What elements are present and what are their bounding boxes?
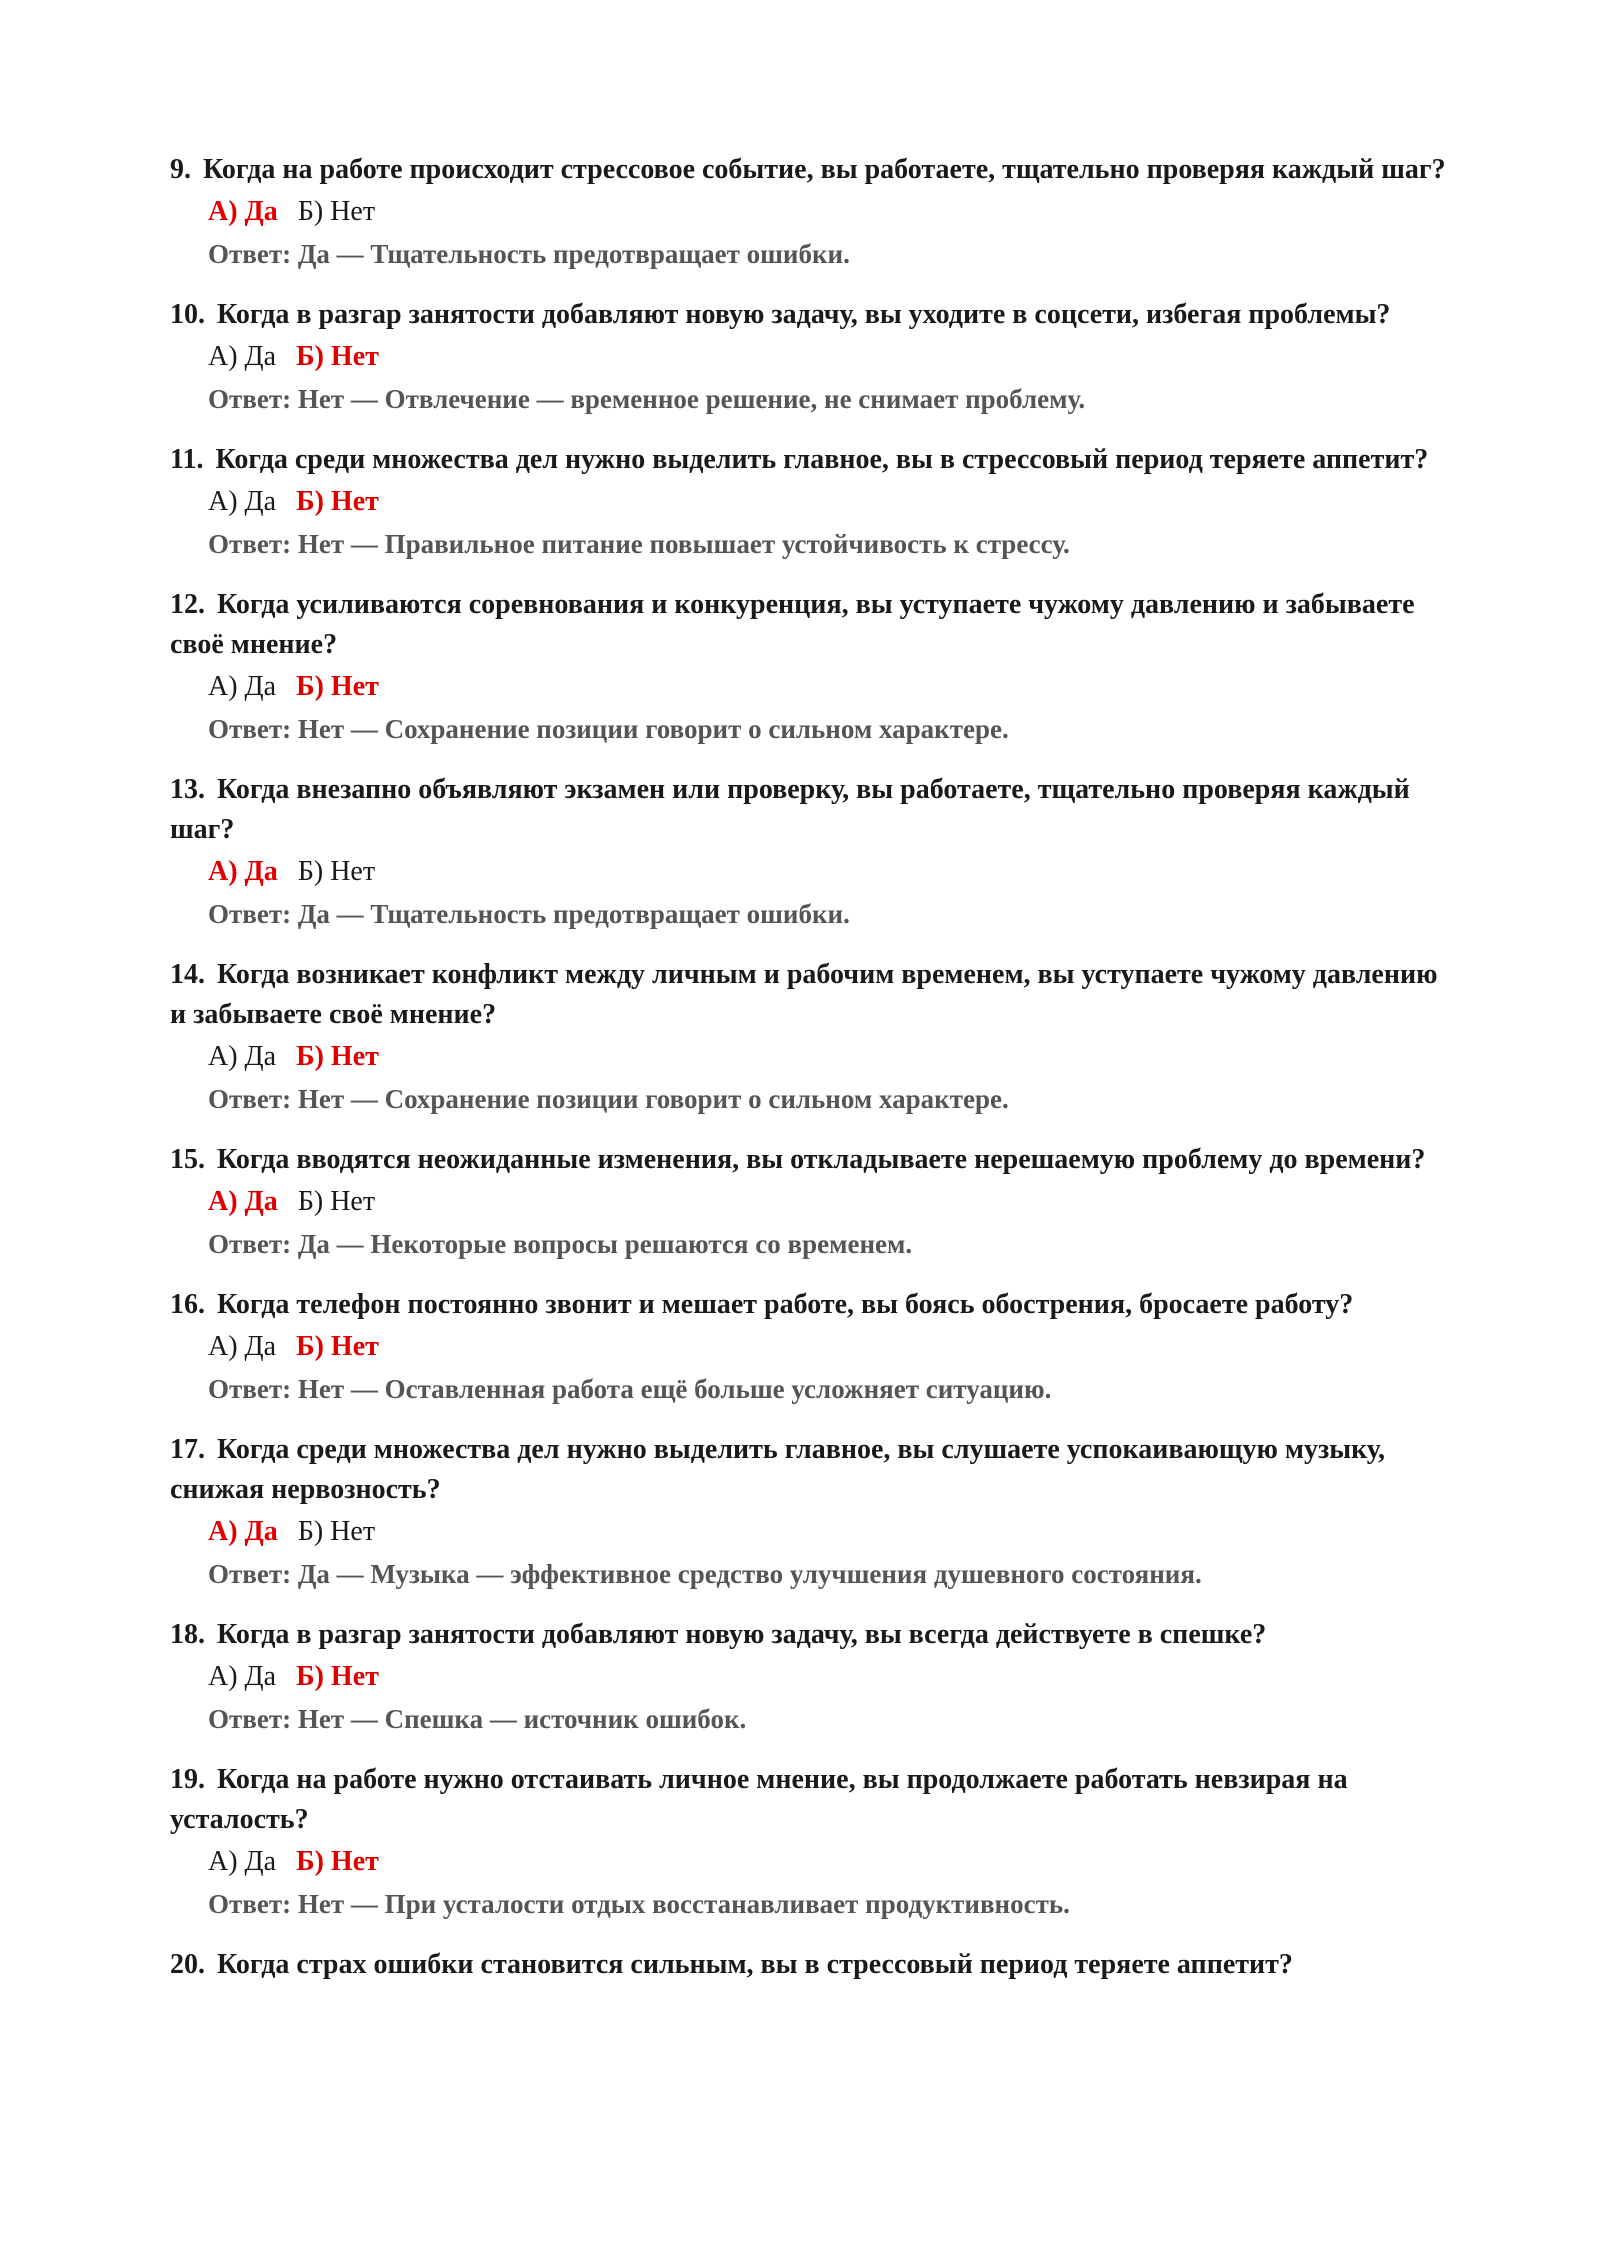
question-item [170,770,1460,934]
question-item [170,585,1460,749]
question-list [170,150,1460,2006]
option-b: Б) Нет [296,1041,379,1072]
question-number: 9. [170,154,191,185]
question-number: 18. [170,1619,205,1650]
question-text [170,1140,1460,1180]
question-item [170,1430,1460,1594]
answer-explanation: Ответ: Да — Тщательность предотвращает ошибки. [208,899,850,929]
question-number: 12. [170,589,205,620]
question-number: 11. [170,444,204,475]
question-item [170,295,1460,419]
option-b: Б) Нет [296,1331,379,1362]
option-a: А) Да [208,486,277,517]
question-text [170,1285,1460,1325]
answer-explanation: Ответ: Нет — Сохранение позиции говорит о сильном характере. [208,714,1009,744]
option-a: А) Да [208,1186,278,1217]
question-body: Когда возникает конфликт между личным и рабочим временем, вы уступаете чужому давлению и забываете своё мнение? [170,959,1438,1030]
answer-options [208,1657,1460,1697]
answer-options [208,1512,1460,1552]
question-body: Когда усиливаются соревнования и конкуренция, вы уступаете чужому давлению и забываете своё мнение? [170,589,1415,660]
option-a: А) Да [208,1331,277,1362]
question-text [170,150,1460,190]
option-b: Б) Нет [297,1516,376,1547]
option-a: А) Да [208,1516,278,1547]
option-a: А) Да [208,196,278,227]
question-body: Когда в разгар занятости добавляют новую задачу, вы всегда действуете в спешке? [217,1619,1267,1650]
answer-options [208,1327,1460,1367]
question-body: Когда телефон постоянно звонит и мешает работе, вы боясь обострения, бросаете работу? [217,1289,1354,1320]
option-b: Б) Нет [296,1661,379,1692]
question-item [170,1140,1460,1264]
question-text [170,770,1460,850]
question-text [170,1945,1460,1985]
option-b: Б) Нет [297,1186,376,1217]
answer-explanation: Ответ: Да — Музыка — эффективное средство улучшения душевного состояния. [208,1559,1202,1589]
question-item [170,955,1460,1119]
question-number: 10. [170,299,205,330]
question-text [170,1760,1460,1840]
question-body: Когда среди множества дел нужно выделить главное, вы слушаете успокаивающую музыку, снижая нервозность? [170,1434,1386,1505]
option-a: А) Да [208,856,278,887]
answer-options [208,337,1460,377]
question-number: 20. [170,1949,205,1980]
question-item [170,1760,1460,1924]
option-b: Б) Нет [296,1846,379,1877]
option-b: Б) Нет [296,671,379,702]
answer-options [208,852,1460,892]
question-body: Когда внезапно объявляют экзамен или проверку, вы работаете, тщательно проверяя каждый шаг? [170,774,1410,845]
answer-options [208,482,1460,522]
question-body: Когда на работе нужно отстаивать личное мнение, вы продолжаете работать невзирая на усталость? [170,1764,1348,1835]
answer-explanation: Ответ: Нет — При усталости отдых восстанавливает продуктивность. [208,1889,1070,1919]
answer-explanation: Ответ: Нет — Спешка — источник ошибок. [208,1704,747,1734]
answer-options [208,1037,1460,1077]
option-a: А) Да [208,1846,277,1877]
question-text [170,585,1460,665]
answer-explanation: Ответ: Нет — Отвлечение — временное решение, не снимает проблему. [208,384,1086,414]
question-number: 14. [170,959,205,990]
option-a: А) Да [208,671,277,702]
question-item [170,150,1460,274]
answer-explanation: Ответ: Нет — Правильное питание повышает устойчивость к стрессу. [208,529,1070,559]
question-body: Когда вводятся неожиданные изменения, вы откладываете нерешаемую проблему до времени? [217,1144,1426,1175]
question-number: 17. [170,1434,205,1465]
question-number: 19. [170,1764,205,1795]
answer-options [208,1842,1460,1882]
answer-options [208,667,1460,707]
question-text [170,955,1460,1035]
question-item [170,440,1460,564]
option-b: Б) Нет [297,856,376,887]
answer-options [208,192,1460,232]
question-text [170,1615,1460,1655]
option-a: А) Да [208,1661,277,1692]
question-body: Когда на работе происходит стрессовое событие, вы работаете, тщательно проверяя каждый шаг? [203,154,1446,185]
answer-explanation: Ответ: Нет — Оставленная работа ещё больше усложняет ситуацию. [208,1374,1052,1404]
question-item [170,1615,1460,1739]
question-number: 15. [170,1144,205,1175]
question-item [170,1285,1460,1409]
option-a: А) Да [208,1041,277,1072]
answer-explanation: Ответ: Да — Некоторые вопросы решаются со временем. [208,1229,913,1259]
answer-options [208,1182,1460,1222]
answer-explanation: Ответ: Да — Тщательность предотвращает ошибки. [208,239,850,269]
question-text [170,440,1460,480]
option-b: Б) Нет [297,196,376,227]
question-text [170,295,1460,335]
question-body: Когда в разгар занятости добавляют новую задачу, вы уходите в соцсети, избегая проблемы? [217,299,1391,330]
option-a: А) Да [208,341,277,372]
option-b: Б) Нет [296,341,379,372]
question-number: 13. [170,774,205,805]
question-item [170,1945,1460,1985]
option-b: Б) Нет [296,486,379,517]
question-body: Когда среди множества дел нужно выделить главное, вы в стрессовый период теряете аппетит? [215,444,1429,475]
question-text [170,1430,1460,1510]
question-body: Когда страх ошибки становится сильным, вы в стрессовый период теряете аппетит? [217,1949,1293,1980]
answer-explanation: Ответ: Нет — Сохранение позиции говорит о сильном характере. [208,1084,1009,1114]
question-number: 16. [170,1289,205,1320]
